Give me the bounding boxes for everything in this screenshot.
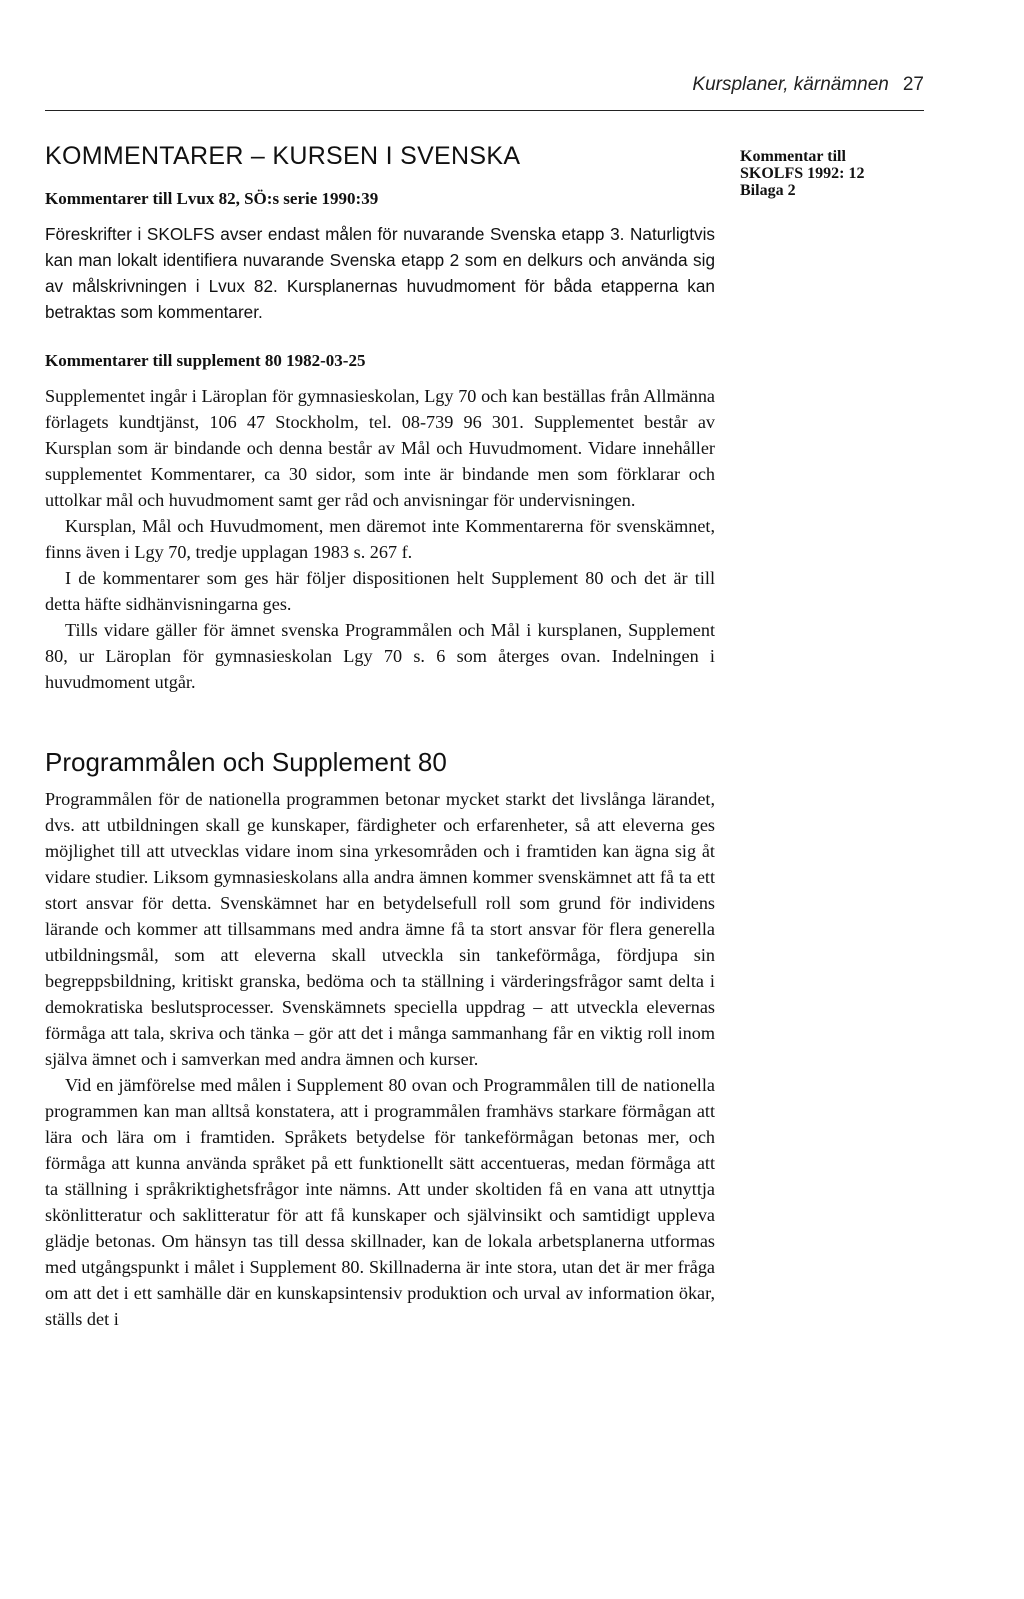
header-rule xyxy=(45,110,924,111)
section2-title: Programmålen och Supplement 80 xyxy=(45,747,447,777)
section1-sub2: Kommentarer till supplement 80 1982-03-25 xyxy=(45,351,366,370)
running-title: Kursplaner, kärnämnen xyxy=(692,74,889,95)
main-column xyxy=(45,142,715,1332)
page-number: 27 xyxy=(902,74,924,95)
section1-sub1: Kommentarer till Lvux 82, SÖ:s serie 1990:39 xyxy=(45,189,379,208)
section1-p4: I de kommentarer som ges här följer dispositionen helt Supplement 80 och det är till detta häfte sidhänvisningarna ges. xyxy=(45,568,715,614)
section2-p2: Vid en jämförelse med målen i Supplement 80 ovan och Programmålen till de nationella programmen kan man alltså konstatera, att i programmålen framhävs starkare förmågan att lära och lära om i framtiden. Språkets betydelse för tankeförmågan betonas mer, och förmåga att kunna använda språket på ett funktionellt sätt accentueras, medan förmåga att ta ställning i språkriktighetsfrågor inte nämns. Att under skoltiden få en vana att utnyttja skönlitteratur och saklitteratur för att få kunskaper och självinsikt och samtidigt uppleva glädje betonas. Om hänsyn tas till dessa skillnader, kan de lokala arbetsplanerna utformas med utgångspunkt i målet i Supplement 80. Skillnaderna är inte stora, utan det är mer fråga om att det i ett samhälle där en kunskapsintensiv produktion och urval av information ökar, ställs det i xyxy=(45,1075,715,1329)
running-head xyxy=(45,74,924,96)
section1-p1: Föreskrifter i SKOLFS avser endast målen för nuvarande Svenska etapp 3. Naturligtvis kan man lokalt identifiera nuvarande Svenska etapp 2 som en delkurs och använda sig av målskrivningen i Lvux 82. Kursplanernas huvudmoment för båda etapperna kan betraktas som kommentarer. xyxy=(45,224,715,322)
margin-note-line3: Bilaga 2 xyxy=(740,182,796,199)
section1-p3: Kursplan, Mål och Huvudmoment, men däremot inte Kommentarerna för svenskämnet, finns även i Lgy 70, tredje upplagan 1983 s. 267 f. xyxy=(45,516,715,562)
margin-note xyxy=(740,148,930,199)
section1-p5: Tills vidare gäller för ämnet svenska Programmålen och Mål i kursplanen, Supplement 80, ur Läroplan för gymnasieskolan Lgy 70 s. 6 som återges ovan. Indelningen i huvudmoment utgår. xyxy=(45,620,715,692)
margin-note-line1: Kommentar till xyxy=(740,148,846,165)
section1-title: KOMMENTARER – KURSEN I SVENSKA xyxy=(45,142,521,170)
section2-p1: Programmålen för de nationella programmen betonar mycket starkt det livslånga lärandet, dvs. att utbildningen skall ge kunskaper, färdigheter och erfarenheter, så att eleverna ges möjlighet till att utvecklas vidare inom sina yrkesområden och i framtiden kan ägna sig åt vidare studier. Liksom gymnasieskolans alla andra ämnen kommer svenskämnet att få ta ett stort ansvar för detta. Svenskämnet har en betydelsefull roll som grund för individens lärande och kommer att tillsammans med andra ämne få ta stort ansvar för flera generella utbildningsmål, som att eleverna skall utveckla sin tankeförmåga, fördjupa sin begreppsbildning, kritiskt granska, bedöma och ta ställning i värderingsfrågor samt delta i demokratiska beslutsprocesser. Svenskämnets speciella uppdrag – att utveckla elevernas förmåga att tala, skriva och tänka – gör att det i många sammanhang får en viktig roll inom själva ämnet och i samverkan med andra ämnen och kurser. xyxy=(45,789,715,1069)
margin-note-line2: SKOLFS 1992: 12 xyxy=(740,165,865,182)
section1-p2: Supplementet ingår i Läroplan för gymnasieskolan, Lgy 70 och kan beställas från Allmänna förlagets kundtjänst, 106 47 Stockholm, tel. 08-739 96 301. Supplementet består av Kursplan som är bindande och denna består av Mål och Huvudmoment. Vidare innehåller supplementet Kommentarer, ca 30 sidor, som inte är bindande men som förklarar och uttolkar mål och huvudmoment samt ger råd och anvisningar för undervisningen. xyxy=(45,386,715,510)
